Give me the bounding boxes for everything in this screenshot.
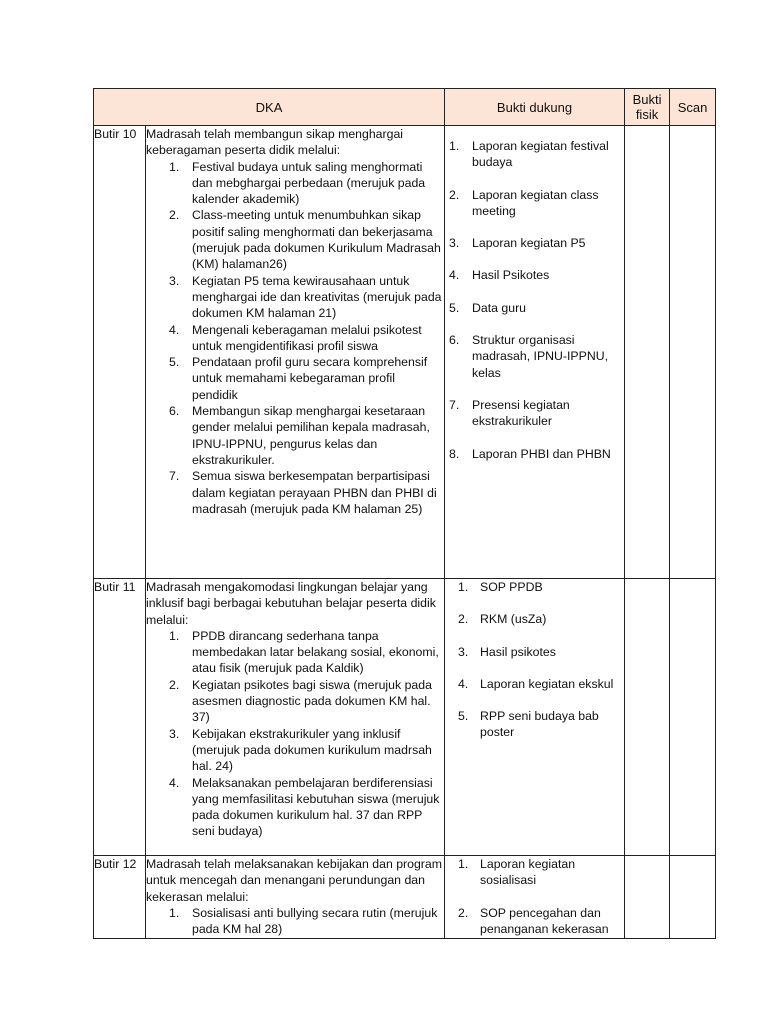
bukti-fisik-cell xyxy=(625,126,670,579)
bukti-list xyxy=(445,856,624,937)
dka-list xyxy=(146,159,444,518)
dka-list xyxy=(146,628,444,840)
list-item: 2. Laporan kegiatan class meeting xyxy=(449,187,599,218)
list-item: 1. Laporan kegiatan sosialisasi xyxy=(458,857,576,888)
list-item: 4. Laporan kegiatan ekskul xyxy=(458,676,614,691)
list-item: 2. Kegiatan psikotes bagi siswa (merujuk pada asesmen diagnostic pada dokumen KM hal. 37) xyxy=(169,677,432,725)
list-item: 1. PPDB dirancang sederhana tanpa membedakan latar belakang sosial, ekonomi, atau fisik (merujuk pada Kaldik) xyxy=(169,628,439,676)
dka-table xyxy=(93,88,716,939)
list-item: 5. Pendataan profil guru secara komprehensif untuk memahami kebegaraman profil pendidik xyxy=(169,355,428,402)
list-item: 1. Festival budaya untuk saling menghormati dan mebghargai perbedaan (merujuk pada kalender akademik) xyxy=(169,159,426,207)
dka-list xyxy=(146,905,444,938)
scan-cell xyxy=(670,579,716,856)
list-item: 8. Laporan PHBI dan PHBN xyxy=(449,446,611,461)
list-item: 6. Membangun sikap menghargai kesetaraan gender melalui pemilihan kepala madrasah, IPNU-IPPNU, pengurus kelas dan ekstrakurikuler. xyxy=(169,404,430,467)
bukti-fisik-cell xyxy=(625,856,670,939)
bukti-dukung-cell xyxy=(445,579,625,856)
list-item: 5. Data guru xyxy=(449,300,527,315)
list-item: 6. Struktur organisasi madrasah, IPNU-IPPNU, kelas xyxy=(449,333,609,380)
list-item: 4. Hasil Psikotes xyxy=(449,268,550,283)
table-row xyxy=(94,579,716,856)
list-item: 3. Hasil psikotes xyxy=(458,644,556,659)
list-item: 3. Laporan kegiatan P5 xyxy=(449,236,586,251)
list-item: 2. SOP pencegahan dan penanganan kekerasan xyxy=(458,905,609,936)
butir-cell: Butir 11 xyxy=(94,579,146,856)
list-item: 4. Mengenali keberagaman melalui psikotest untuk mengidentifikasi profil siswa xyxy=(169,322,422,353)
dka-cell xyxy=(146,126,445,579)
header-dka: DKA xyxy=(94,89,445,126)
header-scan: Scan xyxy=(670,89,716,126)
list-item: 2. RKM (usZa) xyxy=(458,612,547,627)
bukti-fisik-cell xyxy=(625,579,670,856)
list-item: 3. Kebijakan ekstrakurikuler yang inklusif (merujuk pada dokumen kurikulum madrsah hal. 24) xyxy=(169,726,432,774)
scan-cell xyxy=(670,856,716,939)
butir-cell: Butir 12 xyxy=(94,856,146,939)
table-row xyxy=(94,856,716,939)
list-item: 5. RPP seni budaya bab poster xyxy=(458,709,599,740)
table-row xyxy=(94,126,716,579)
list-item: 1. Laporan kegiatan festival budaya xyxy=(449,139,609,170)
bukti-list xyxy=(445,138,624,462)
header-bukti-fisik: Bukti fisik xyxy=(625,89,670,126)
dka-cell xyxy=(146,579,445,856)
dka-intro: Madrasah mengakomodasi lingkungan belajar yang inklusif bagi berbagai kebutuhan belajar peserta didik melalui: xyxy=(146,580,436,627)
bukti-dukung-cell xyxy=(445,126,625,579)
table-header-row xyxy=(94,89,716,126)
dka-cell xyxy=(146,856,445,939)
bukti-dukung-cell xyxy=(445,856,625,939)
list-item: 7. Presensi kegiatan ekstrakurikuler xyxy=(449,397,570,429)
dka-intro: Madrasah telah melaksanakan kebijakan dan program untuk mencegah dan menangani perundungan dan kekerasan melalui: xyxy=(146,857,442,904)
bukti-list xyxy=(445,579,624,741)
list-item: 1. Sosialisasi anti bullying secara rutin (merujuk pada KM hal 28) xyxy=(169,905,438,937)
list-item: 3. Kegiatan P5 tema kewirausahaan untuk menghargai ide dan kreativitas (merujuk pada dokumen KM halaman 21) xyxy=(169,273,442,321)
list-item: 2. Class-meeting untuk menumbuhkan sikap positif saling menghormati dan bekerjasama (merujuk pada dokumen Kurikulum Madrasah (KM) halaman26) xyxy=(169,208,441,272)
list-item: 1. SOP PPDB xyxy=(458,580,543,594)
header-bukti-dukung: Bukti dukung xyxy=(445,89,625,126)
dka-intro: Madrasah telah membangun sikap menghargai keberagaman peserta didik melalui: xyxy=(146,127,404,158)
list-item: 4. Melaksanakan pembelajaran berdiferensiasi yang memfasilitasi kebutuhan siswa (merujuk pada dokumen kurikulum hal. 37 dan RPP seni budaya) xyxy=(169,775,440,839)
list-item: 7. Semua siswa berkesempatan berpartisipasi dalam kegiatan perayaan PHBN dan PHBI di madrasah (merujuk pada KM halaman 25) xyxy=(169,469,437,516)
butir-cell: Butir 10 xyxy=(94,126,146,579)
scan-cell xyxy=(670,126,716,579)
